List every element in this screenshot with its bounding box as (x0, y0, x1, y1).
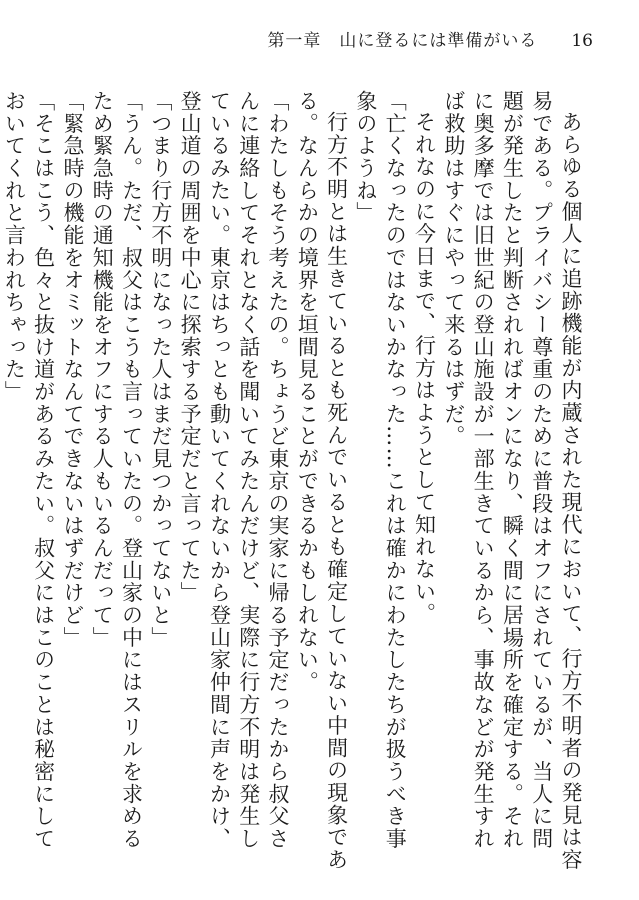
vertical-body-text (0, 90, 585, 872)
running-header (267, 26, 593, 51)
dialogue-paragraph: 「亡くなったのではないかなった……これは確かにわたしたちが扱うべき事象のようね」 (353, 90, 408, 850)
dialogue-paragraph: 「つまり行方不明になった人はまだ見つかってないと」 (148, 90, 173, 649)
paragraph: 行方不明とは生きているとも死んでいるとも確定していない中間の現象である。なんらかの境界を垣間見ることができるかもしれない。 (295, 90, 349, 871)
paragraph: あらゆる個人に追跡機能が内蔵された現代において、行方不明者の発見は容易である。プライバシー尊重のために普段はオフにされているが、当人に問題が発生したと判断されればオンになり、瞬く間に居場所を確定する。それに奥多摩では旧世紀の登山施設が一部生きているから、事故などが発生すれば救助はすぐにやって来るはずだ。 (441, 90, 583, 871)
page-number: 16 (571, 31, 593, 51)
paragraph: それなのに今日まで、行方はようとして知れない。 (412, 111, 437, 626)
dialogue-paragraph: 「わたしもそう考えたの。ちょうど東京の実家に帰る予定だったから叔父さんに連絡してそれとなく話を聞いてみたんだけど、実際に行方不明は発生しているみたい。東京はちっとも動いてくれないから登山家仲間に声をかけ、登山道の周囲を中心に探索する予定だと言ってた」 (178, 90, 291, 850)
dialogue-paragraph: 「緊急時の機能をオミットなんてできないはずだけど」 (60, 90, 85, 649)
chapter-title: 第一章 山に登るには準備がいる (267, 31, 538, 51)
dialogue-paragraph: 「そこはこう、色々と抜け道があるみたい。叔父にはこのことは秘密にしておいてくれと言われちゃった」 (2, 90, 56, 850)
dialogue-paragraph: 「うん。ただ、叔父はこうも言っていたの。登山家の中にはスリルを求めるため緊急時の通知機能をオフにする人もいるんだって」 (90, 90, 144, 850)
